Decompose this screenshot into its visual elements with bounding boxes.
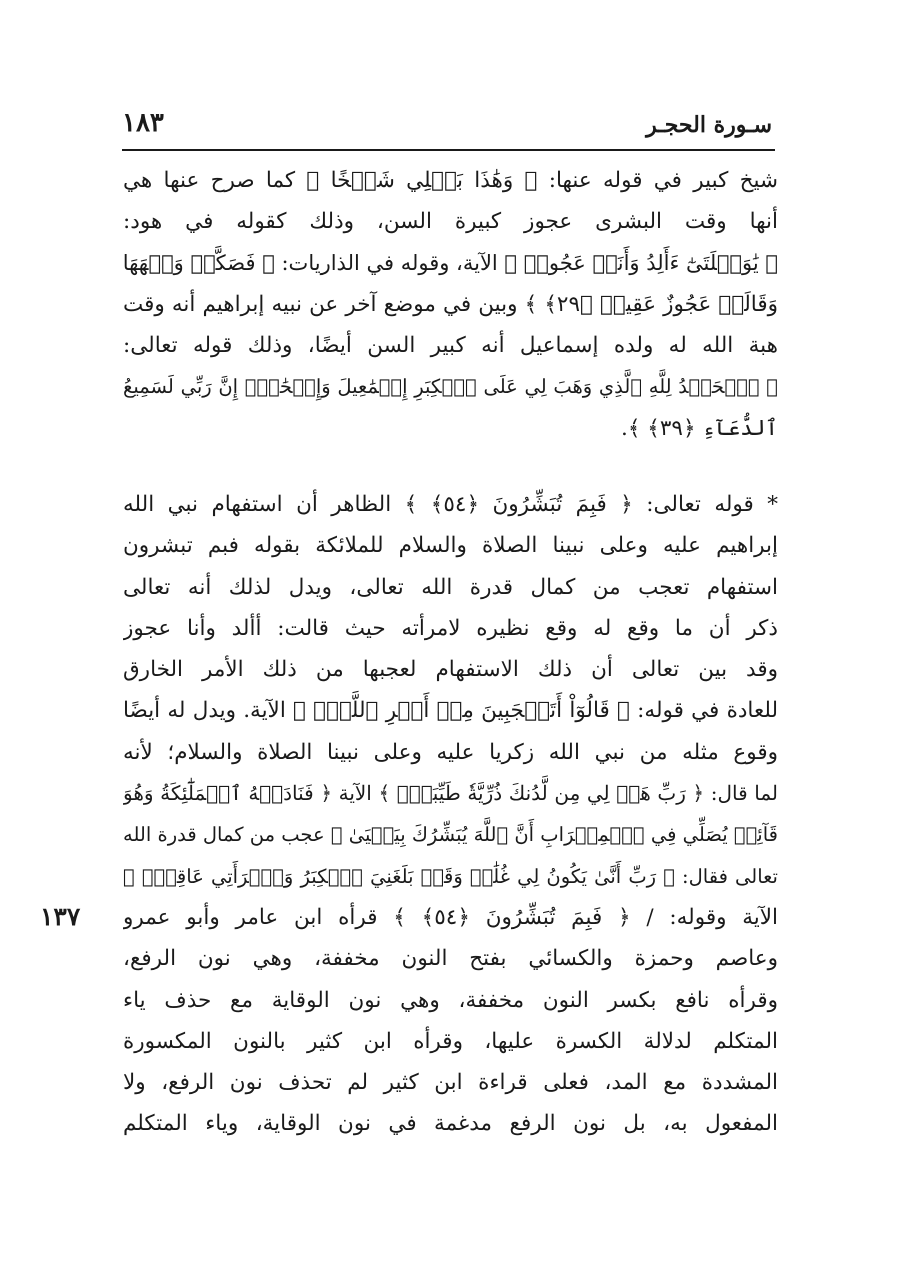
text-line: وقوع مثله من نبي الله زكريا عليه وعلى نبينا الصلاة والسلام؛ لأنه [123,739,778,765]
text-line: تعالى فقال: ﴿ رَبِّ أَنَّىٰ يَكُونُ لِي غُلَٰمٞ وَقَدۡ بَلَغَنِيَ ٱلۡكِبَرُ وَٱمۡرَأَتِي عَاقِرٞۖ ﴾ [123,864,778,888]
text-line: ذكر أن ما وقع له وقع نظيره لامرأته حيث قالت: أألد وأنا عجوز [123,615,778,641]
text-line: وَقَالَتۡ عَجُوزٌ عَقِيمٞ ﴿٢٩﴾ ﴾ وبين في موضع آخر عن نبيه إبراهيم أنه وقت [123,291,778,317]
header-rule [122,149,775,151]
surah-title: سـورة الحجـر [646,112,772,138]
text-line: ٱلدُّعَآءِ ﴿٣٩﴾ ﴾. [620,415,778,441]
text-line: * قوله تعالى: ﴿ فَبِمَ تُبَشِّرُونَ ﴿٥٤﴾ ﴾ الظاهر أن استفهام نبي الله [123,492,778,517]
text-line: قَآئِمٞ يُصَلِّي فِي ٱلۡمِحۡرَابِ أَنَّ ٱللَّهَ يُبَشِّرُكَ بِيَحۡيَىٰ ﴾ عجب من كمال قدرة الله [123,823,778,847]
text-line: المشددة مع المد، فعلى قراءة ابن كثير لم تحذف نون الرفع، ولا [123,1070,778,1096]
page-header [122,102,772,148]
text-line: استفهام تعجب من كمال قدرة الله تعالى، ويدل لذلك أنه تعالى [123,574,778,600]
text-line: المتكلم لدلالة الكسرة عليها، وقرأه ابن كثير بالنون المكسورة [123,1028,778,1054]
text-line: وقرأه نافع بكسر النون مخففة، وهي نون الوقاية مع حذف ياء [123,987,778,1013]
text-line: إبراهيم عليه وعلى نبينا الصلاة والسلام للملائكة بقوله فبم تبشرون [123,533,778,559]
text-line: المفعول به، بل نون الرفع مدغمة في نون الوقاية، وياء المتكلم [123,1111,778,1137]
text-line: ﴿ ٱلۡحَمۡدُ لِلَّهِ ٱلَّذِي وَهَبَ لِي عَلَى ٱلۡكِبَرِ إِسۡمَٰعِيلَ وَإِسۡحَٰقَۚ إِنَّ رَبِّي لَسَمِيعُ [123,375,778,399]
page-number: ١٨٣ [122,108,164,138]
text-line: ﴿ يَٰوَيۡلَتَىٰٓ ءَأَلِدُ وَأَنَا۠ عَجُوزٞ ﴾ الآية، وقوله في الذاريات: ﴿ فَصَكَّتۡ وَجۡهَهَا [123,250,778,275]
text-line: وقد بين تعالى أن ذلك الاستفهام لعجبها من ذلك الأمر الخارق [123,657,778,683]
text-line: شيخ كبير في قوله عنها: ﴿ وَهَٰذَا بَعۡلِي شَيۡخًا ﴾ كما صرح عنها هي [123,168,778,193]
text-line: أنها وقت البشرى عجوز كبيرة السن، وذلك كقوله في هود: [123,209,778,235]
margin-page-reference: ١٣٧ [40,902,81,931]
paragraph-1 [123,160,778,449]
paragraph-2 [123,484,778,1145]
text-line: هبة الله له ولده إسماعيل أنه كبير السن أيضًا، وذلك قوله تعالى: [123,333,778,359]
text-line: لما قال: ﴿ رَبِّ هَبۡ لِي مِن لَّدُنكَ ذُرِّيَّةٗ طَيِّبَةًۖ ﴾ الآية ﴿ فَنَادَتۡهُ ٱلۡمَلَٰٓئِكَةُ وَهُوَ [123,781,778,806]
text-line: للعادة في قوله: ﴿ قَالُوٓاْ أَتَعۡجَبِينَ مِنۡ أَمۡرِ ٱللَّهِۖ ﴾ الآية. ويدل له أيضًا [123,698,778,724]
text-line: الآية وقوله: / ﴿ فَبِمَ تُبَشِّرُونَ ﴿٥٤﴾ ﴾ قرأه ابن عامر وأبو عمرو [123,904,778,930]
text-line: وعاصم وحمزة والكسائي بفتح النون مخففة، وهي نون الرفع، [123,946,778,972]
